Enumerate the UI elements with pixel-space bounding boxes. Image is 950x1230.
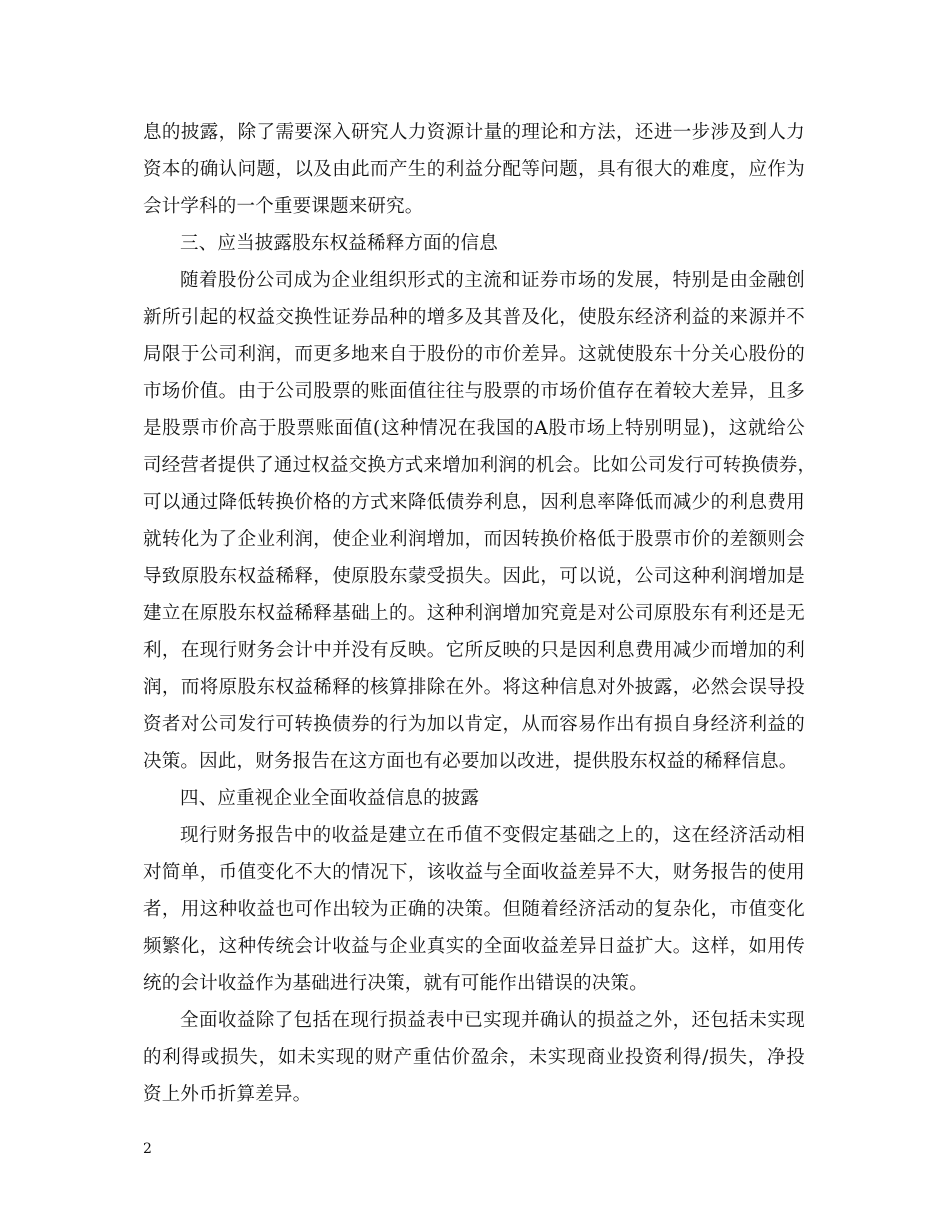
text-line: 资本的确认问题，以及由此而产生的利益分配等问题，具有很大的难度，应作为 xyxy=(143,159,805,180)
text-line: 息的披露，除了需要深入研究人力资源计量的理论和方法，还进一步涉及到人力 xyxy=(143,122,805,143)
page-number: 2 xyxy=(143,1141,152,1157)
text-line: 决策。因此，财务报告在这方面也有必要加以改进，提供股东权益的稀释信息。 xyxy=(143,751,798,772)
text-line: 局限于公司利润，而更多地来自于股份的市价差异。这就使股东十分关心股份的 xyxy=(143,344,805,365)
text-line: 市场价值。由于公司股票的账面值往往与股票的市场价值存在着较大差异，且多 xyxy=(143,381,805,402)
text-line: 会计学科的一个重要课题来研究。 xyxy=(143,196,424,217)
document-body xyxy=(143,114,817,1113)
text-line: 新所引起的权益交换性证券品种的增多及其普及化，使股东经济利益的来源并不 xyxy=(143,307,805,328)
text-line: 全面收益除了包括在现行损益表中已实现并确认的损益之外，还包括未实现 xyxy=(180,1010,805,1031)
text-line: 是股票市价高于股票账面值(这种情况在我国的A股市场上特别明显)，这就给公 xyxy=(143,418,805,439)
text-line: 对简单，币值变化不大的情况下，该收益与全面收益差异不大，财务报告的使用 xyxy=(143,862,805,883)
text-line: 司经营者提供了通过权益交换方式来增加利润的机会。比如公司发行可转换债券， xyxy=(143,455,817,476)
text-line: 导致原股东权益稀释，使原股东蒙受损失。因此，可以说，公司这种利润增加是 xyxy=(143,566,805,587)
text-line: 就转化为了企业利润，使企业利润增加，而因转换价格低于股票市价的差额则会 xyxy=(143,529,805,550)
text-line: 频繁化，这种传统会计收益与企业真实的全面收益差异日益扩大。这样，如用传 xyxy=(143,936,805,957)
text-line: 现行财务报告中的收益是建立在币值不变假定基础之上的，这在经济活动相 xyxy=(180,825,805,846)
text-line: 四、应重视企业全面收益信息的披露 xyxy=(180,788,480,809)
text-line: 资者对公司发行可转换债券的行为加以肯定，从而容易作出有损自身经济利益的 xyxy=(143,714,805,735)
text-line: 可以通过降低转换价格的方式来降低债券利息，因利息率降低而减少的利息费用 xyxy=(143,492,805,513)
text-line: 的利得或损失，如未实现的财产重估价盈余，未实现商业投资利得/损失，净投 xyxy=(143,1047,805,1068)
text-line: 利，在现行财务会计中并没有反映。它所反映的只是因利息费用减少而增加的利 xyxy=(143,640,805,661)
text-line: 随着股份公司成为企业组织形式的主流和证券市场的发展，特别是由金融创 xyxy=(180,270,805,291)
text-line: 润，而将原股东权益稀释的核算排除在外。将这种信息对外披露，必然会误导投 xyxy=(143,677,805,698)
text-line: 建立在原股东权益稀释基础上的。这种利润增加究竟是对公司原股东有利还是无 xyxy=(143,603,805,624)
text-line: 资上外币折算差异。 xyxy=(143,1084,312,1105)
text-line: 三、应当披露股东权益稀释方面的信息 xyxy=(180,233,498,254)
text-line: 者，用这种收益也可作出较为正确的决策。但随着经济活动的复杂化，市值变化 xyxy=(143,899,805,920)
text-line: 统的会计收益作为基础进行决策，就有可能作出错误的决策。 xyxy=(143,973,648,994)
